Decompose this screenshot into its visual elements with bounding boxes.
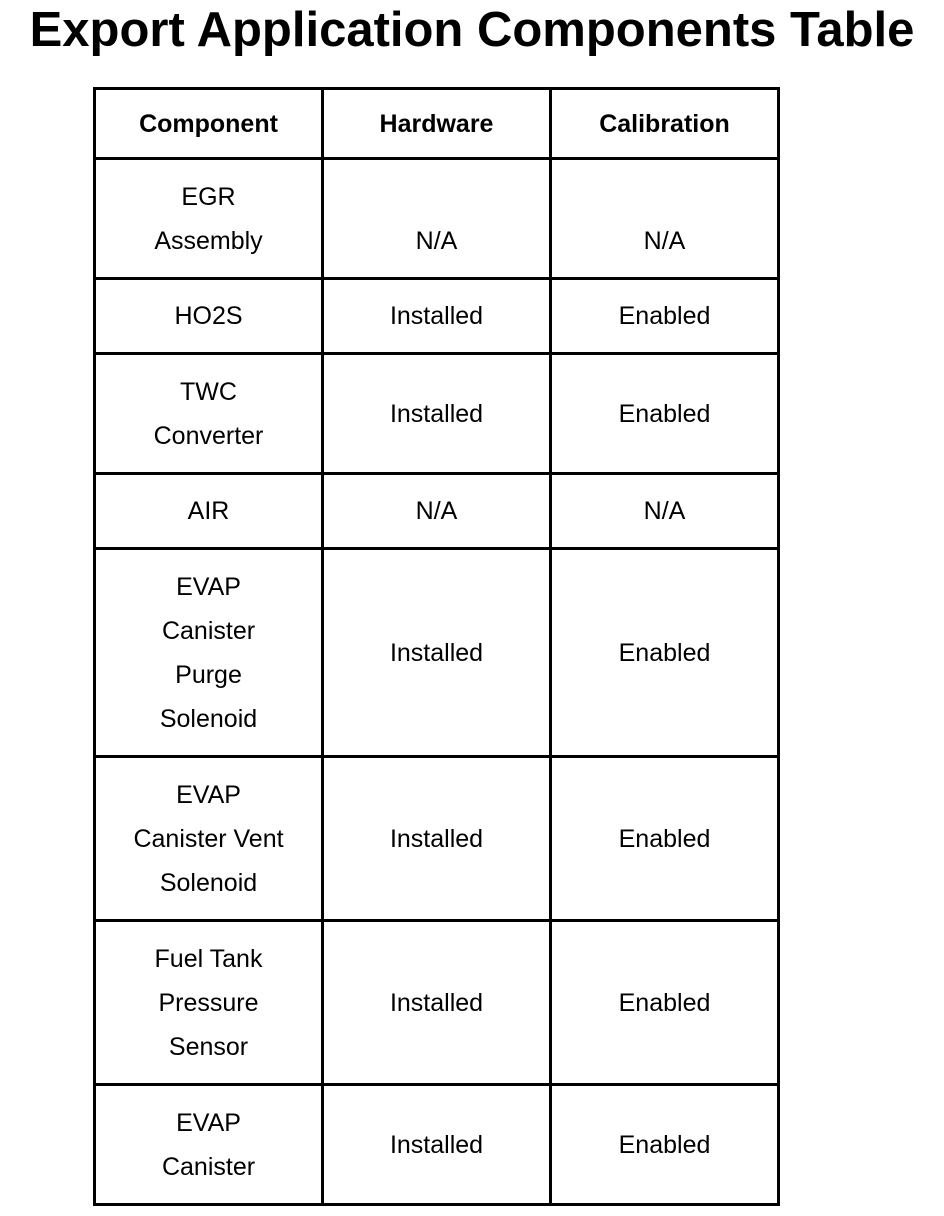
component-line: HO2S <box>174 302 243 330</box>
component-cell <box>95 159 323 279</box>
component-line: Solenoid <box>159 868 258 897</box>
component-line: Purge <box>175 660 242 689</box>
calibration-cell: Enabled <box>551 921 779 1085</box>
header-component: Component <box>95 89 323 159</box>
component-cell <box>95 549 323 757</box>
calibration-cell: Enabled <box>551 1085 779 1205</box>
table-row <box>95 279 779 354</box>
table-row <box>95 159 779 279</box>
component-line: Sensor <box>168 1032 249 1061</box>
component-cell <box>95 474 323 549</box>
component-line: TWC <box>180 377 237 406</box>
hardware-cell: Installed <box>323 354 551 474</box>
table-row <box>95 1085 779 1205</box>
component-line: AIR <box>187 497 230 525</box>
component-line: Canister <box>161 616 256 645</box>
component-line: Canister Vent <box>133 824 284 853</box>
table-row <box>95 354 779 474</box>
component-line: EGR <box>181 182 236 211</box>
component-line: Canister <box>161 1152 256 1181</box>
component-cell <box>95 279 323 354</box>
table-row <box>95 757 779 921</box>
component-line: Solenoid <box>159 704 258 733</box>
component-line: Assembly <box>154 226 263 255</box>
component-cell <box>95 1085 323 1205</box>
calibration-cell: Enabled <box>551 354 779 474</box>
hardware-cell: Installed <box>323 549 551 757</box>
component-line: EVAP <box>176 780 241 809</box>
calibration-cell: Enabled <box>551 279 779 354</box>
component-line: Converter <box>153 421 264 450</box>
component-cell <box>95 921 323 1085</box>
hardware-cell: Installed <box>323 279 551 354</box>
hardware-cell: Installed <box>323 757 551 921</box>
table-row <box>95 549 779 757</box>
component-line: EVAP <box>176 1108 241 1137</box>
hardware-cell: N/A <box>323 474 551 549</box>
calibration-cell: N/A <box>551 159 779 279</box>
component-line: Pressure <box>158 988 259 1017</box>
component-line: Fuel Tank <box>154 944 263 973</box>
calibration-cell: Enabled <box>551 757 779 921</box>
table-row <box>95 921 779 1085</box>
component-cell <box>95 354 323 474</box>
table-header-row <box>95 89 779 159</box>
calibration-cell: N/A <box>551 474 779 549</box>
hardware-cell: N/A <box>323 159 551 279</box>
hardware-cell: Installed <box>323 1085 551 1205</box>
table-row <box>95 474 779 549</box>
component-line: EVAP <box>176 572 241 601</box>
component-cell <box>95 757 323 921</box>
hardware-cell: Installed <box>323 921 551 1085</box>
components-table <box>93 87 780 1206</box>
header-calibration: Calibration <box>551 89 779 159</box>
page-title: Export Application Components Table <box>29 3 915 57</box>
header-hardware: Hardware <box>323 89 551 159</box>
calibration-cell: Enabled <box>551 549 779 757</box>
